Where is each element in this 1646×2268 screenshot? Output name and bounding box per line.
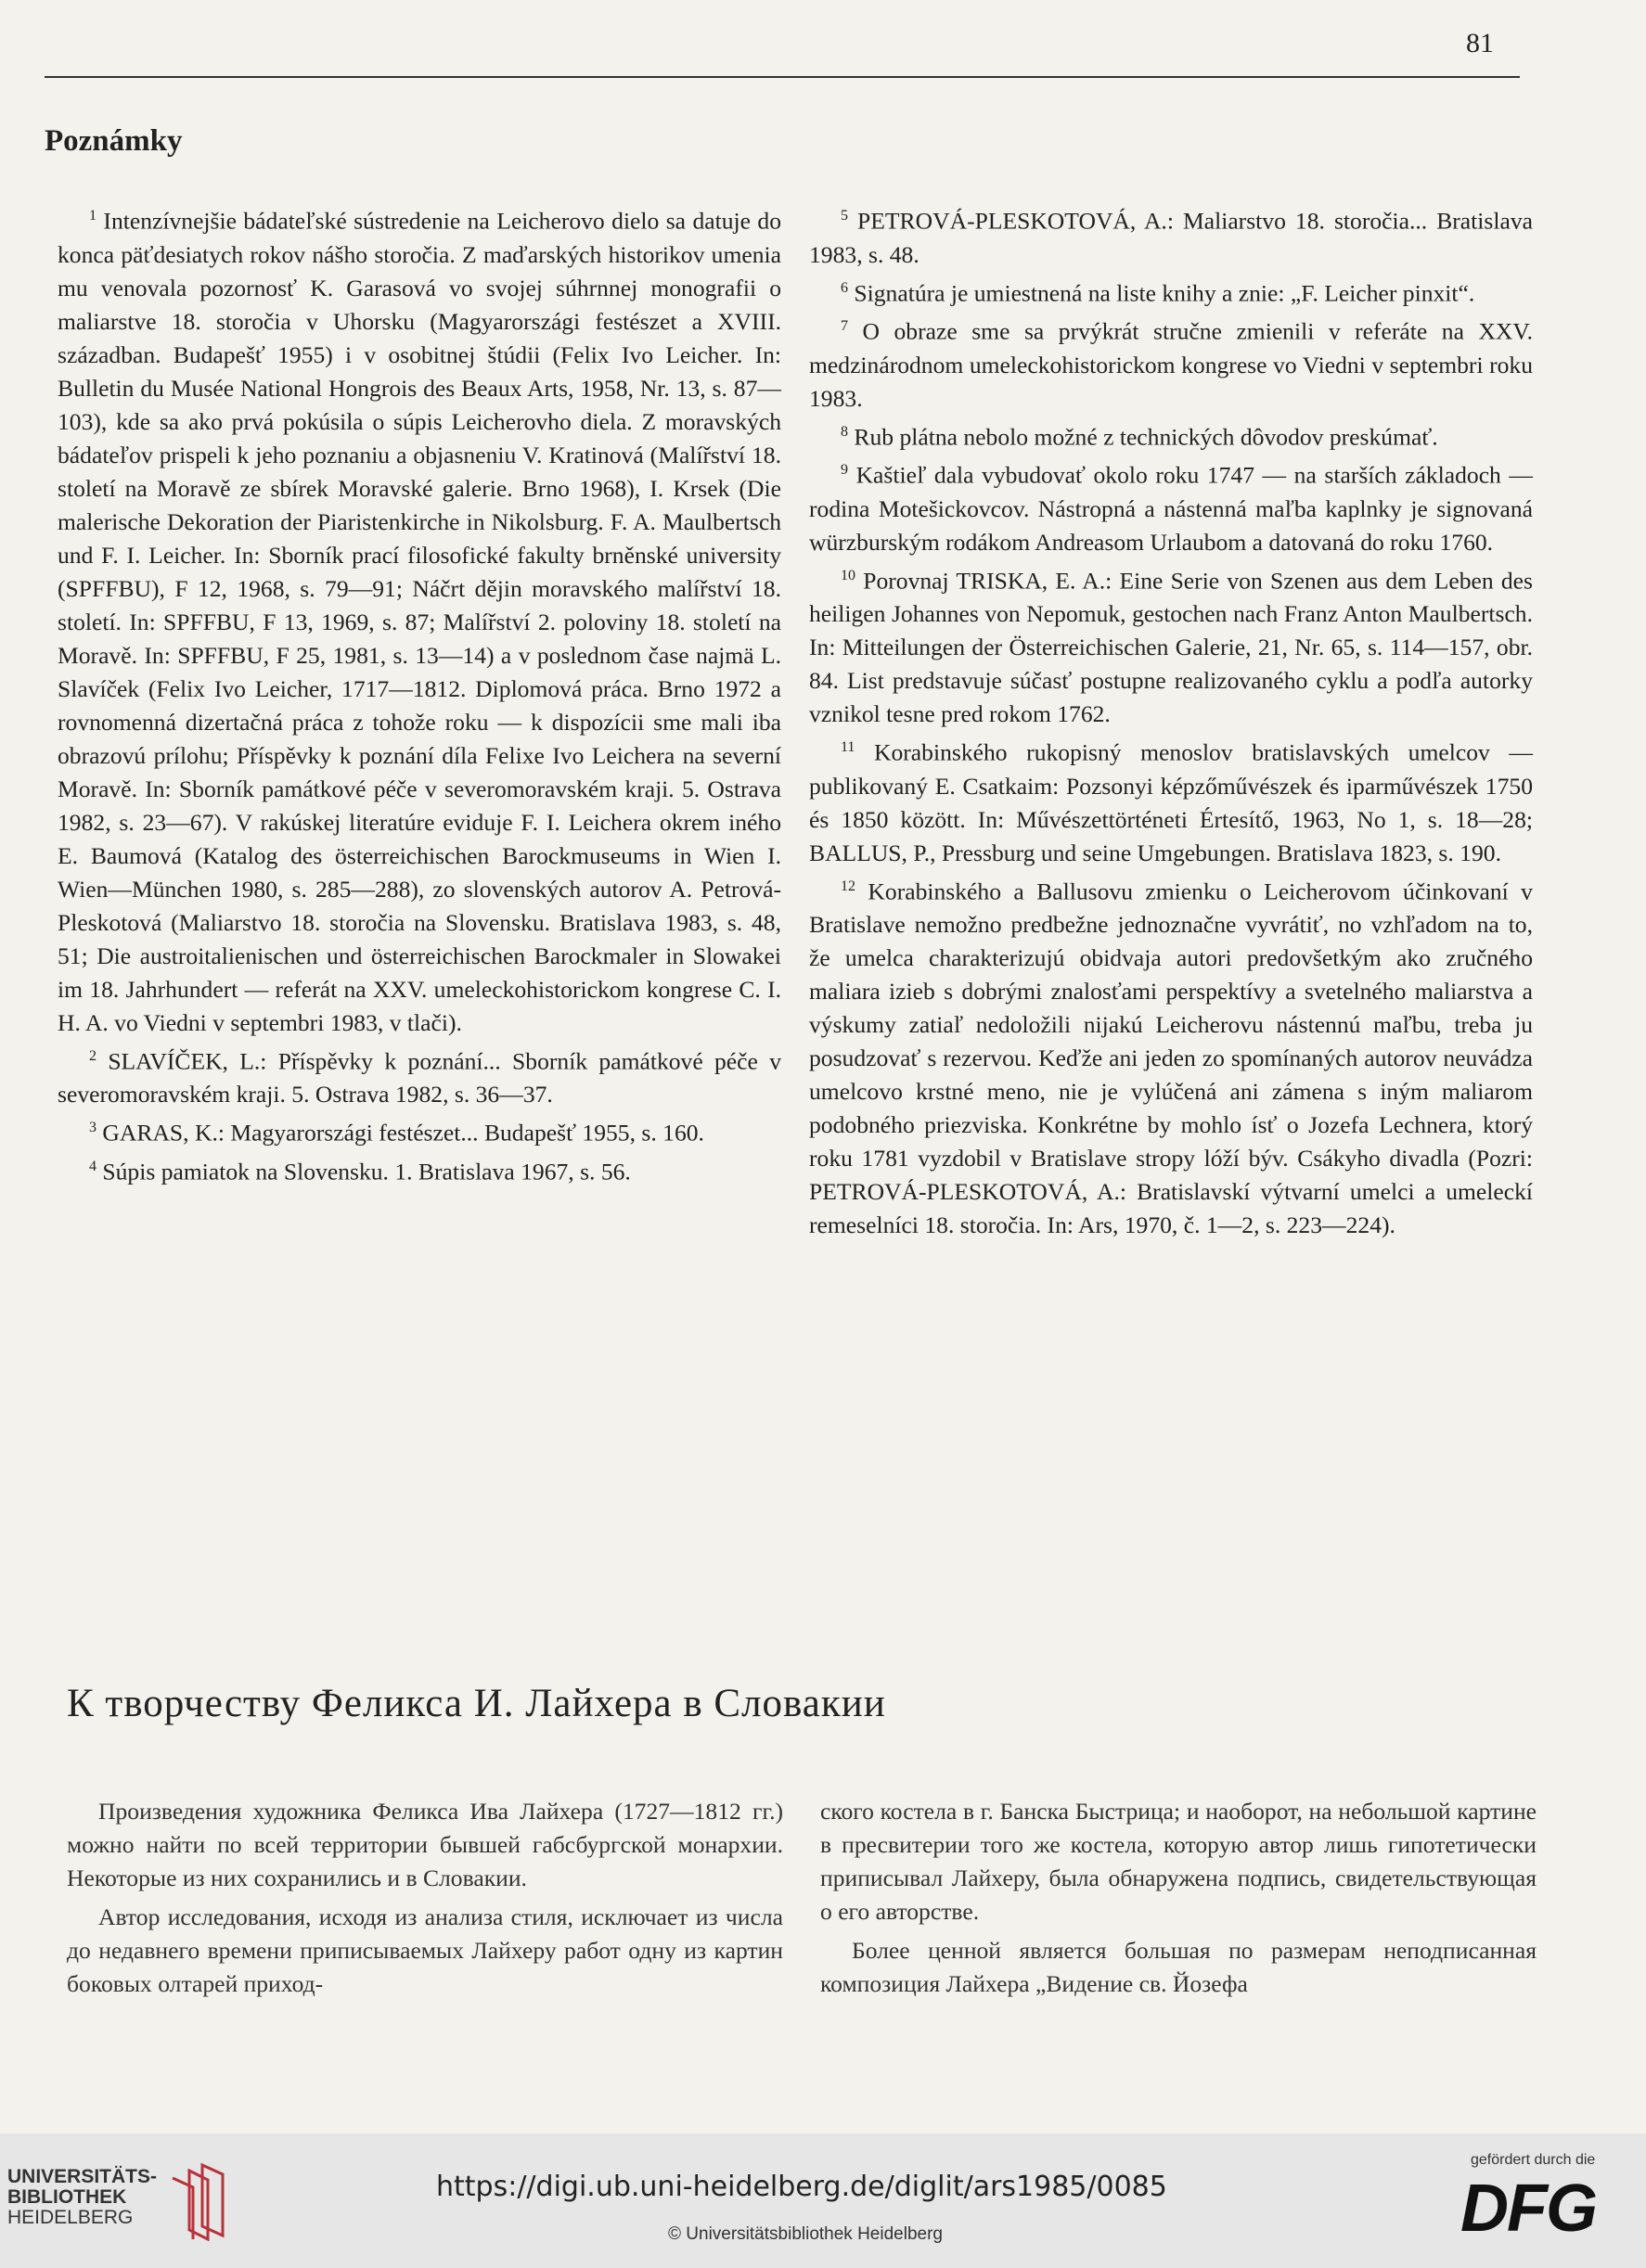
permalink-url[interactable]: https://digi.ub.uni-heidelberg.de/diglit/ars1985/0085: [436, 2171, 1167, 2203]
footnote-text: GARAS, K.: Magyarországi festészet... Budapešť 1955, s. 160.: [102, 1119, 704, 1147]
footnote-text: Intenzívnejšie bádateľské sústredenie na Leicherovo dielo sa datuje do konca päťdesiatych rokov nášho storočia. Z maďarských historikov umenia mu venovala pozornosť K. Garasová vo svojej súhrnnej monografii o maliarstve 18. storočia v Uhorsku (Magyarországi festészet a XVIII. században. Budapešť 1955) i v osobitnej štúdii (Felix Ivo Leicher. In: Bulletin du Musée National Hongrois des Beaux Arts, 1958, Nr. 13, s. 87—103), kde sa ako prvá pokúsila o súpis Leicherovho diela. Z moravských bádateľov prispeli k jeho poznaniu a objasneniu V. Kratinová (Malířství 18. století na Moravě ze sbírek Moravské galerie. Brno 1968), I. Krsek (Die malerische Dekoration der Piaristenkirche in Nikolsburg. F. A. Maulbertsch und F. I. Leicher. In: Sborník prací filosofické fakulty brněnské university (SPFFBU), F 12, 1968, s. 79—91; Náčrt dějin moravského malířství 18. století. In: SPFFBU, F 13, 1969, s. 87; Malířství 2. poloviny 18. století na Moravě. In: SPFFBU, F 25, 1981, s. 13—14) a v poslednom čase najmä L. Slavíček (Felix Ivo Leicher, 1717—1812. Diplomová práca. Brno 1972 a rovnomenná dizertačná práca z tohože roku — k dispozícii sme mali iba obrazovú prílohu; Příspěvky k poznání díla Felixe Ivo Leichera na severní Moravě. In: Sborník památkové péče v severomoravském kraji. 5. Ostrava 1982, s. 23—67). V rakúskej literatúre eviduje F. I. Leichera okrem iného E. Baumová (Katalog des österreichischen Barockmuseums in Wien I. Wien—München 1980, s. 285—288), zo slovenských autorov A. Petrová-Pleskotová (Maliarstvo 18. storočia na Slovensku. Bratislava 1983, s. 48, 51; Die austroitalienischen und österreichischen Barockmaler in Slowakei im 18. Jahrhundert — referát na XXV. umeleckohistorickom kongrese C. I. H. A. vo Viedni v septembri 1983, v tlači).: [58, 207, 781, 1036]
footnote-number: 12: [841, 878, 855, 894]
library-logo-text: [7, 2167, 157, 2228]
logo-line-1: UNIVERSITÄTS-: [7, 2166, 158, 2187]
summary-paragraph: Более ценной является большая по размерам неподписанная композиция Лайхера „Видение св. Йозефа: [820, 1937, 1537, 1997]
russian-summary-title: К творчеству Феликса И. Лайхера в Словакии: [67, 1682, 886, 1725]
footnote: [809, 870, 1533, 1243]
logo-line-2: BIBLIOTHEK: [7, 2186, 127, 2208]
footnote-text: SLAVÍČEK, L.: Příspěvky k poznání... Sborník památkové péče v severomoravském kraji. 5. Ostrava 1982, s. 36—37.: [58, 1047, 781, 1108]
library-logo-icon: [165, 2161, 226, 2241]
footnote: [58, 1040, 781, 1112]
footnote: [58, 1111, 781, 1150]
footnote: [809, 731, 1533, 870]
footnote-number: 2: [89, 1047, 96, 1064]
footnote-text: Korabinského rukopisný menoslov bratislavských umelcov — publikovaný E. Csatkaim: Pozsonyi képzőművészek és iparművészek 1750 és 1850 között. In: Művészettörténeti Értesítő, 1963, No 1, s. 18—28; BALLUS, P., Pressburg und seine Umgebungen. Bratislava 1823, s. 190.: [809, 738, 1533, 866]
footnote-text: PETROVÁ-PLESKOTOVÁ, A.: Maliarstvo 18. storočia... Bratislava 1983, s. 48.: [809, 207, 1533, 268]
footnote-text: Súpis pamiatok na Slovensku. 1. Bratislava 1967, s. 56.: [102, 1158, 631, 1185]
notes-right-column: [809, 199, 1533, 1242]
footnote-text: Kaštieľ dala vybudovať okolo roku 1747 — na starších základoch — rodina Motešickovcov. Nástropná a nástenná maľba kaplnky je signovaná würzburským rodákom Andreasom Urlaubom a datovaná do roku 1760.: [809, 461, 1533, 556]
logo-line-3: HEIDELBERG: [7, 2207, 134, 2228]
footnote-number: 1: [89, 208, 96, 224]
footnote-number: 11: [841, 739, 855, 756]
footnote: [58, 1150, 781, 1189]
header-rule: [45, 76, 1520, 78]
funding-label: gefördert durch die: [1471, 2152, 1596, 2168]
footnote-text: O obraze sme sa prvýkrát stručne zmienili v referáte na XXV. medzinárodnom umeleckohistorickom kongrese vo Viedni v septembri roku 1983.: [809, 317, 1533, 412]
footnote-number: 5: [841, 208, 848, 224]
footnote-text: Porovnaj TRISKA, E. A.: Eine Serie von Szenen aus dem Leben des heiligen Johannes von Nepomuk, gestochen nach Franz Anton Maulbertsch. In: Mitteilungen der Österreichischen Galerie, 21, Nr. 65, s. 114—157, obr. 84. List predstavuje súčasť postupne realizovaného cyklu a podľa autorky vznikol tesne pred rokom 1762.: [809, 567, 1533, 728]
footnote-number: 7: [841, 318, 848, 335]
footnote-text: Signatúra je umiestnená na liste knihy a znie: „F. Leicher pinxit“.: [854, 279, 1475, 307]
footnote-number: 9: [841, 462, 848, 479]
footnote: [58, 199, 781, 1040]
summary-paragraph: Произведения художника Феликса Ива Лайхера (1727—1812 гг.) можно найти по всей территории бывшей габсбургской монархии. Некоторые из них сохранились и в Словакии.: [67, 1798, 783, 1891]
footnote: [809, 272, 1533, 311]
footnote: [809, 559, 1533, 732]
footnote-number: 10: [841, 567, 855, 583]
footnote-number: 8: [841, 423, 848, 440]
footnote: [809, 416, 1533, 455]
footnote-text: Rub plátna nebolo možné z technických dôvodov preskúmať.: [854, 423, 1438, 451]
footnote: [809, 310, 1533, 416]
notes-heading: Poznámky: [45, 124, 183, 158]
page-number: 81: [1466, 28, 1494, 58]
footnote: [809, 199, 1533, 272]
notes-left-column: [58, 199, 781, 1188]
footnote: [809, 454, 1533, 559]
russian-summary-right: [820, 1795, 1537, 2006]
footnote-text: Korabinského a Ballusovu zmienku o Leicherovom účinkovaní v Bratislave nemožno predbežne jednoznačne vyvrátiť, no vzhľadom na to, že umelca charakterizujú obidvaja autori predovšetkým ako zručného maliara izieb s dobrými znalosťami perspektívy a svetelného maliarstva a výskumy zatiaľ nedoložili nijakú Leicherovu nástennú maľbu, treba ju posudzovať s rezervou. Keďže ani jeden zo spomínaných autorov neuvádza umelcovo krstné meno, nie je vylúčená ani zámena s iným maliarom podobného priezviska. Konkrétne by mohlo ísť o Jozefa Lechnera, ktorý roku 1781 vyzdobil v Bratislave stropy lóží býv. Csákyho divadla (Pozri: PETROVÁ-PLESKOTOVÁ, A.: Bratislavskí výtvarní umelci a umeleckí remeselníci 18. storočia. In: Ars, 1970, č. 1—2, s. 223—224).: [809, 878, 1533, 1239]
footnote-number: 4: [89, 1158, 96, 1174]
footer-bar: [0, 2133, 1646, 2268]
dfg-logo: DFG: [1460, 2172, 1596, 2246]
copyright-notice: © Universitätsbibliothek Heidelberg: [668, 2224, 943, 2244]
summary-paragraph: ского костела в г. Банска Быстрица; и наоборот, на небольшой картине в пресвитерии того же костела, которую автор лишь гипотетически приписывал Лайхеру, была обнаружена подпись, свидетельствующая о его авторстве.: [820, 1798, 1537, 1925]
footnote-number: 3: [89, 1120, 96, 1136]
summary-paragraph: Автор исследования, исходя из анализа стиля, исключает из числа до недавнего времени приписываемых Лайхеру работ одну из картин боковых олтарей приход-: [67, 1903, 783, 1997]
footnote-number: 6: [841, 279, 848, 296]
russian-summary-left: [67, 1795, 783, 2006]
